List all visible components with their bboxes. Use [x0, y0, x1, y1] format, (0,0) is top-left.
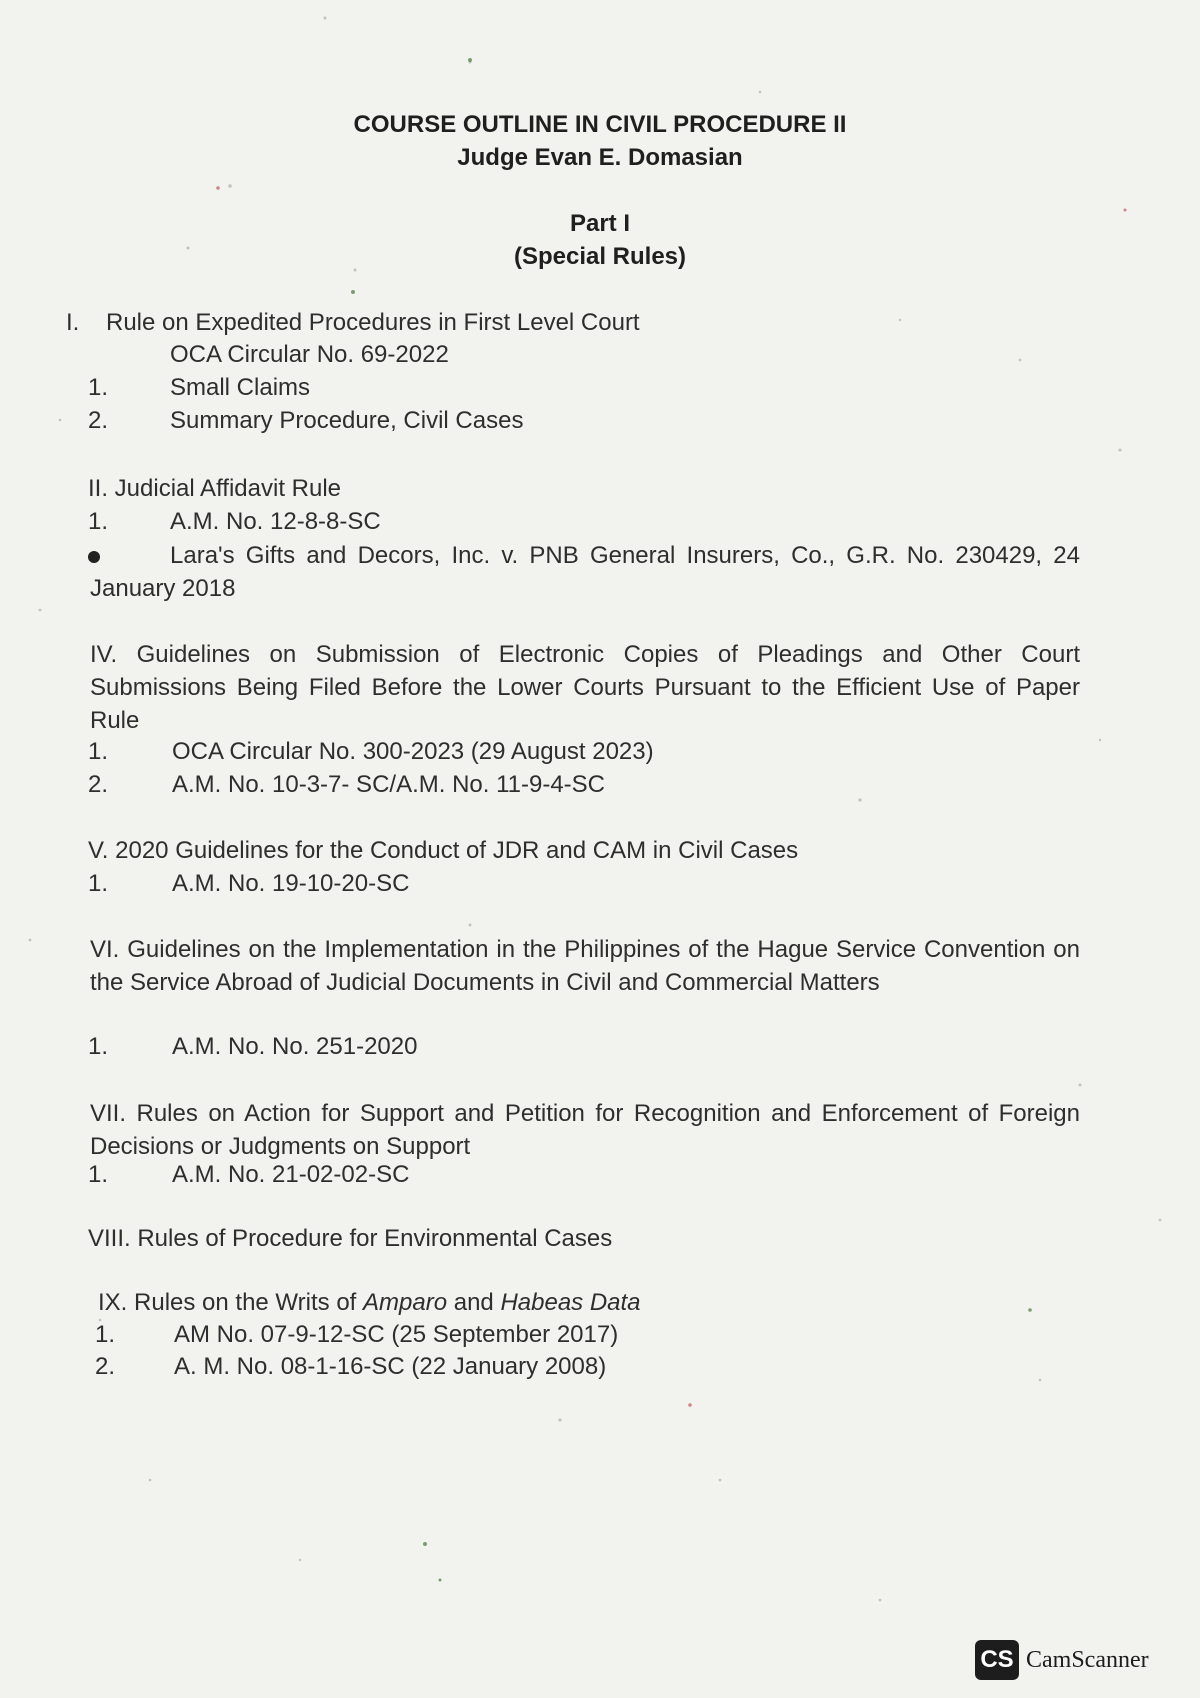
list-item-number: 1. — [88, 738, 109, 765]
part-subtitle: (Special Rules) — [513, 243, 687, 270]
list-item-number: 1. — [88, 508, 109, 535]
document-title: COURSE OUTLINE IN CIVIL PROCEDURE II — [353, 111, 847, 138]
list-item: A. M. No. 08-1-16-SC (22 January 2008) — [174, 1353, 607, 1380]
section-heading: IV. Guidelines on Submission of Electronic Copies of Pleadings and Other Court Submissions Being Filed Before the Lower Courts Pursuant to the Efficient Use of Paper Rule — [90, 641, 1080, 734]
heading-italic: Amparo — [363, 1289, 448, 1316]
section-heading: VIII. Rules of Procedure for Environmental Cases — [88, 1225, 613, 1252]
list-item-number: 1. — [95, 1321, 116, 1348]
list-item-number: 1. — [88, 1161, 109, 1188]
list-item: A.M. No. 21-02-02-SC — [172, 1161, 410, 1188]
list-item: A.M. No. 19-10-20-SC — [172, 870, 410, 897]
list-item: OCA Circular No. 300-2023 (29 August 2023) — [172, 738, 654, 765]
heading-text: IX. Rules on the Writs of — [98, 1289, 363, 1316]
list-item-number: 2. — [88, 771, 109, 798]
list-item: A.M. No. 10-3-7- SC/A.M. No. 11-9-4-SC — [172, 771, 606, 798]
case-citation: Lara's Gifts and Decors, Inc. v. PNB General Insurers, Co., G.R. No. 230429, 24 January 2018 — [90, 542, 1080, 602]
section-heading: VII. Rules on Action for Support and Petition for Recognition and Enforcement of Foreign Decisions or Judgments on Support — [90, 1100, 1080, 1160]
list-item-number: 2. — [95, 1353, 116, 1380]
list-item: A.M. No. No. 251-2020 — [172, 1033, 418, 1060]
camscanner-label: CamScanner — [1026, 1647, 1149, 1673]
list-item: A.M. No. 12-8-8-SC — [170, 508, 381, 535]
section-heading — [98, 1288, 641, 1318]
section-heading: V. 2020 Guidelines for the Conduct of JDR and CAM in Civil Cases — [88, 837, 799, 864]
part-heading: Part I — [569, 210, 631, 237]
list-item-number: 1. — [88, 870, 109, 897]
section-heading: Rule on Expedited Procedures in First Level Court — [106, 309, 640, 336]
camscanner-logo-icon: CS — [975, 1640, 1019, 1680]
list-item-number: 2. — [88, 407, 109, 434]
author-name: Judge Evan E. Domasian — [457, 144, 743, 171]
heading-italic: Habeas Data — [500, 1289, 641, 1316]
list-item: Summary Procedure, Civil Cases — [170, 407, 524, 434]
section-note: OCA Circular No. 69-2022 — [170, 341, 449, 368]
list-item-number: 1. — [88, 1033, 109, 1060]
section-heading: II. Judicial Affidavit Rule — [88, 475, 342, 502]
heading-text: and — [447, 1289, 501, 1316]
list-item: AM No. 07-9-12-SC (25 September 2017) — [174, 1321, 619, 1348]
list-item: Small Claims — [170, 374, 311, 401]
list-item-number: 1. — [88, 374, 109, 401]
section-number: I. — [66, 309, 80, 336]
section-heading: VI. Guidelines on the Implementation in the Philippines of the Hague Service Convention on the Service Abroad of Judicial Documents in Civil and Commercial Matters — [90, 936, 1080, 996]
